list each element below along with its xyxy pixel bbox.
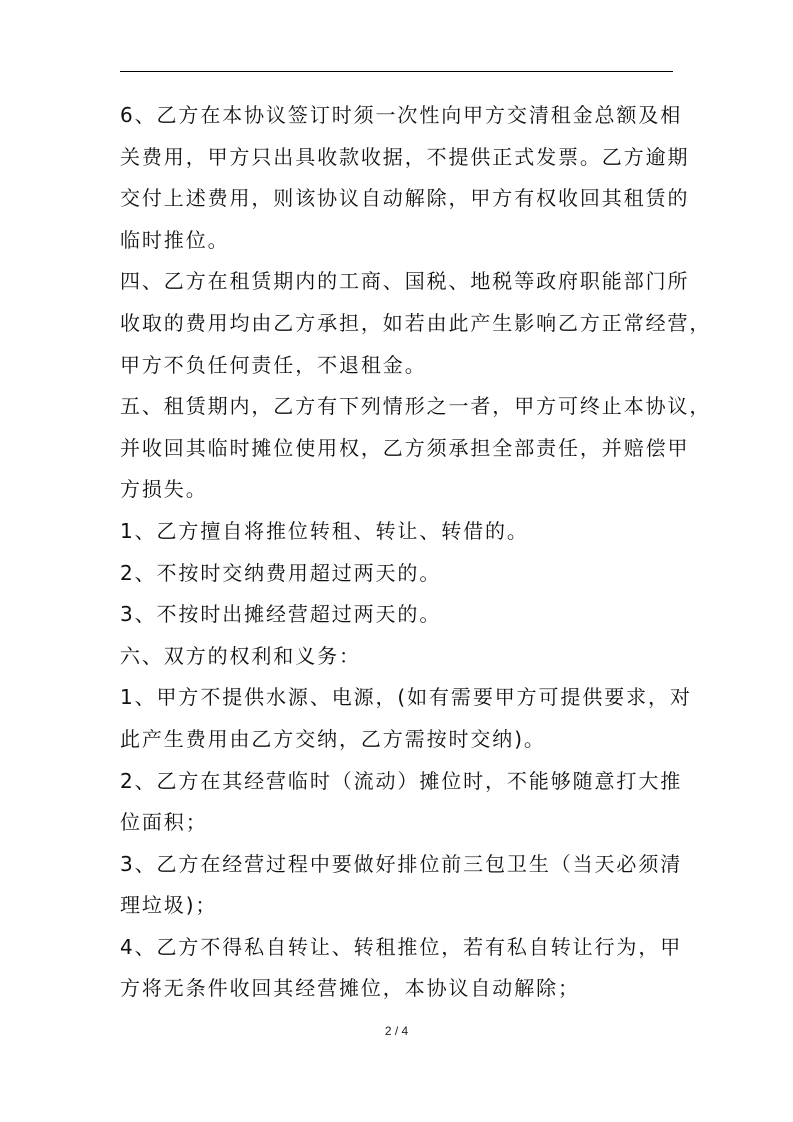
text-line: 并收回其临时摊位使用权，乙方须承担全部责任，并赔偿甲	[120, 435, 690, 460]
text-line: 4、乙方不得私自转让、转租推位，若有私自转让行为，甲	[120, 934, 683, 959]
text-line: 五、租赁期内，乙方有下列情形之一者，甲方可终止本协议，	[120, 394, 712, 419]
text-line: 此产生费用由乙方交纳，乙方需按时交纳)。	[120, 726, 546, 751]
page-number: 2 / 4	[384, 1024, 409, 1038]
text-line: 关费用，甲方只出具收款收据，不提供正式发票。乙方逾期	[120, 144, 690, 169]
text-line: 收取的费用均由乙方承担，如若由此产生影响乙方正常经营，	[120, 310, 712, 335]
header-rule	[120, 71, 673, 72]
text-line: 临时推位。	[120, 227, 230, 252]
text-line: 交付上述费用，则该协议自动解除，甲方有权收回其租赁的	[120, 186, 690, 211]
text-line: 3、乙方在经营过程中要做好排位前三包卫生（当天必须清	[120, 851, 683, 876]
text-line: 位面积；	[120, 810, 208, 835]
text-line: 3、不按时出摊经营超过两天的。	[120, 602, 442, 627]
text-line: 方损失。	[120, 477, 208, 502]
text-line: 理垃圾)；	[120, 893, 218, 918]
text-line: 2、乙方在其经营临时（流动）摊位时，不能够随意打大推	[120, 768, 683, 793]
text-line: 2、不按时交纳费用超过两天的。	[120, 560, 442, 585]
text-line: 四、乙方在租赁期内的工商、国税、地税等政府职能部门所	[120, 269, 690, 294]
text-line: 1、乙方擅自将推位转租、转让、转借的。	[120, 518, 529, 543]
text-line: 1、甲方不提供水源、电源，(如有需要甲方可提供要求，对	[120, 685, 692, 710]
text-line: 六、双方的权利和义务：	[120, 643, 361, 668]
document-body	[120, 95, 712, 1010]
text-line: 方将无条件收回其经营摊位，本协议自动解除；	[120, 976, 580, 1001]
text-line: 甲方不负任何责任，不退租金。	[120, 352, 427, 377]
text-line: 6、乙方在本协议签订时须一次性向甲方交清租金总额及相	[120, 103, 683, 127]
